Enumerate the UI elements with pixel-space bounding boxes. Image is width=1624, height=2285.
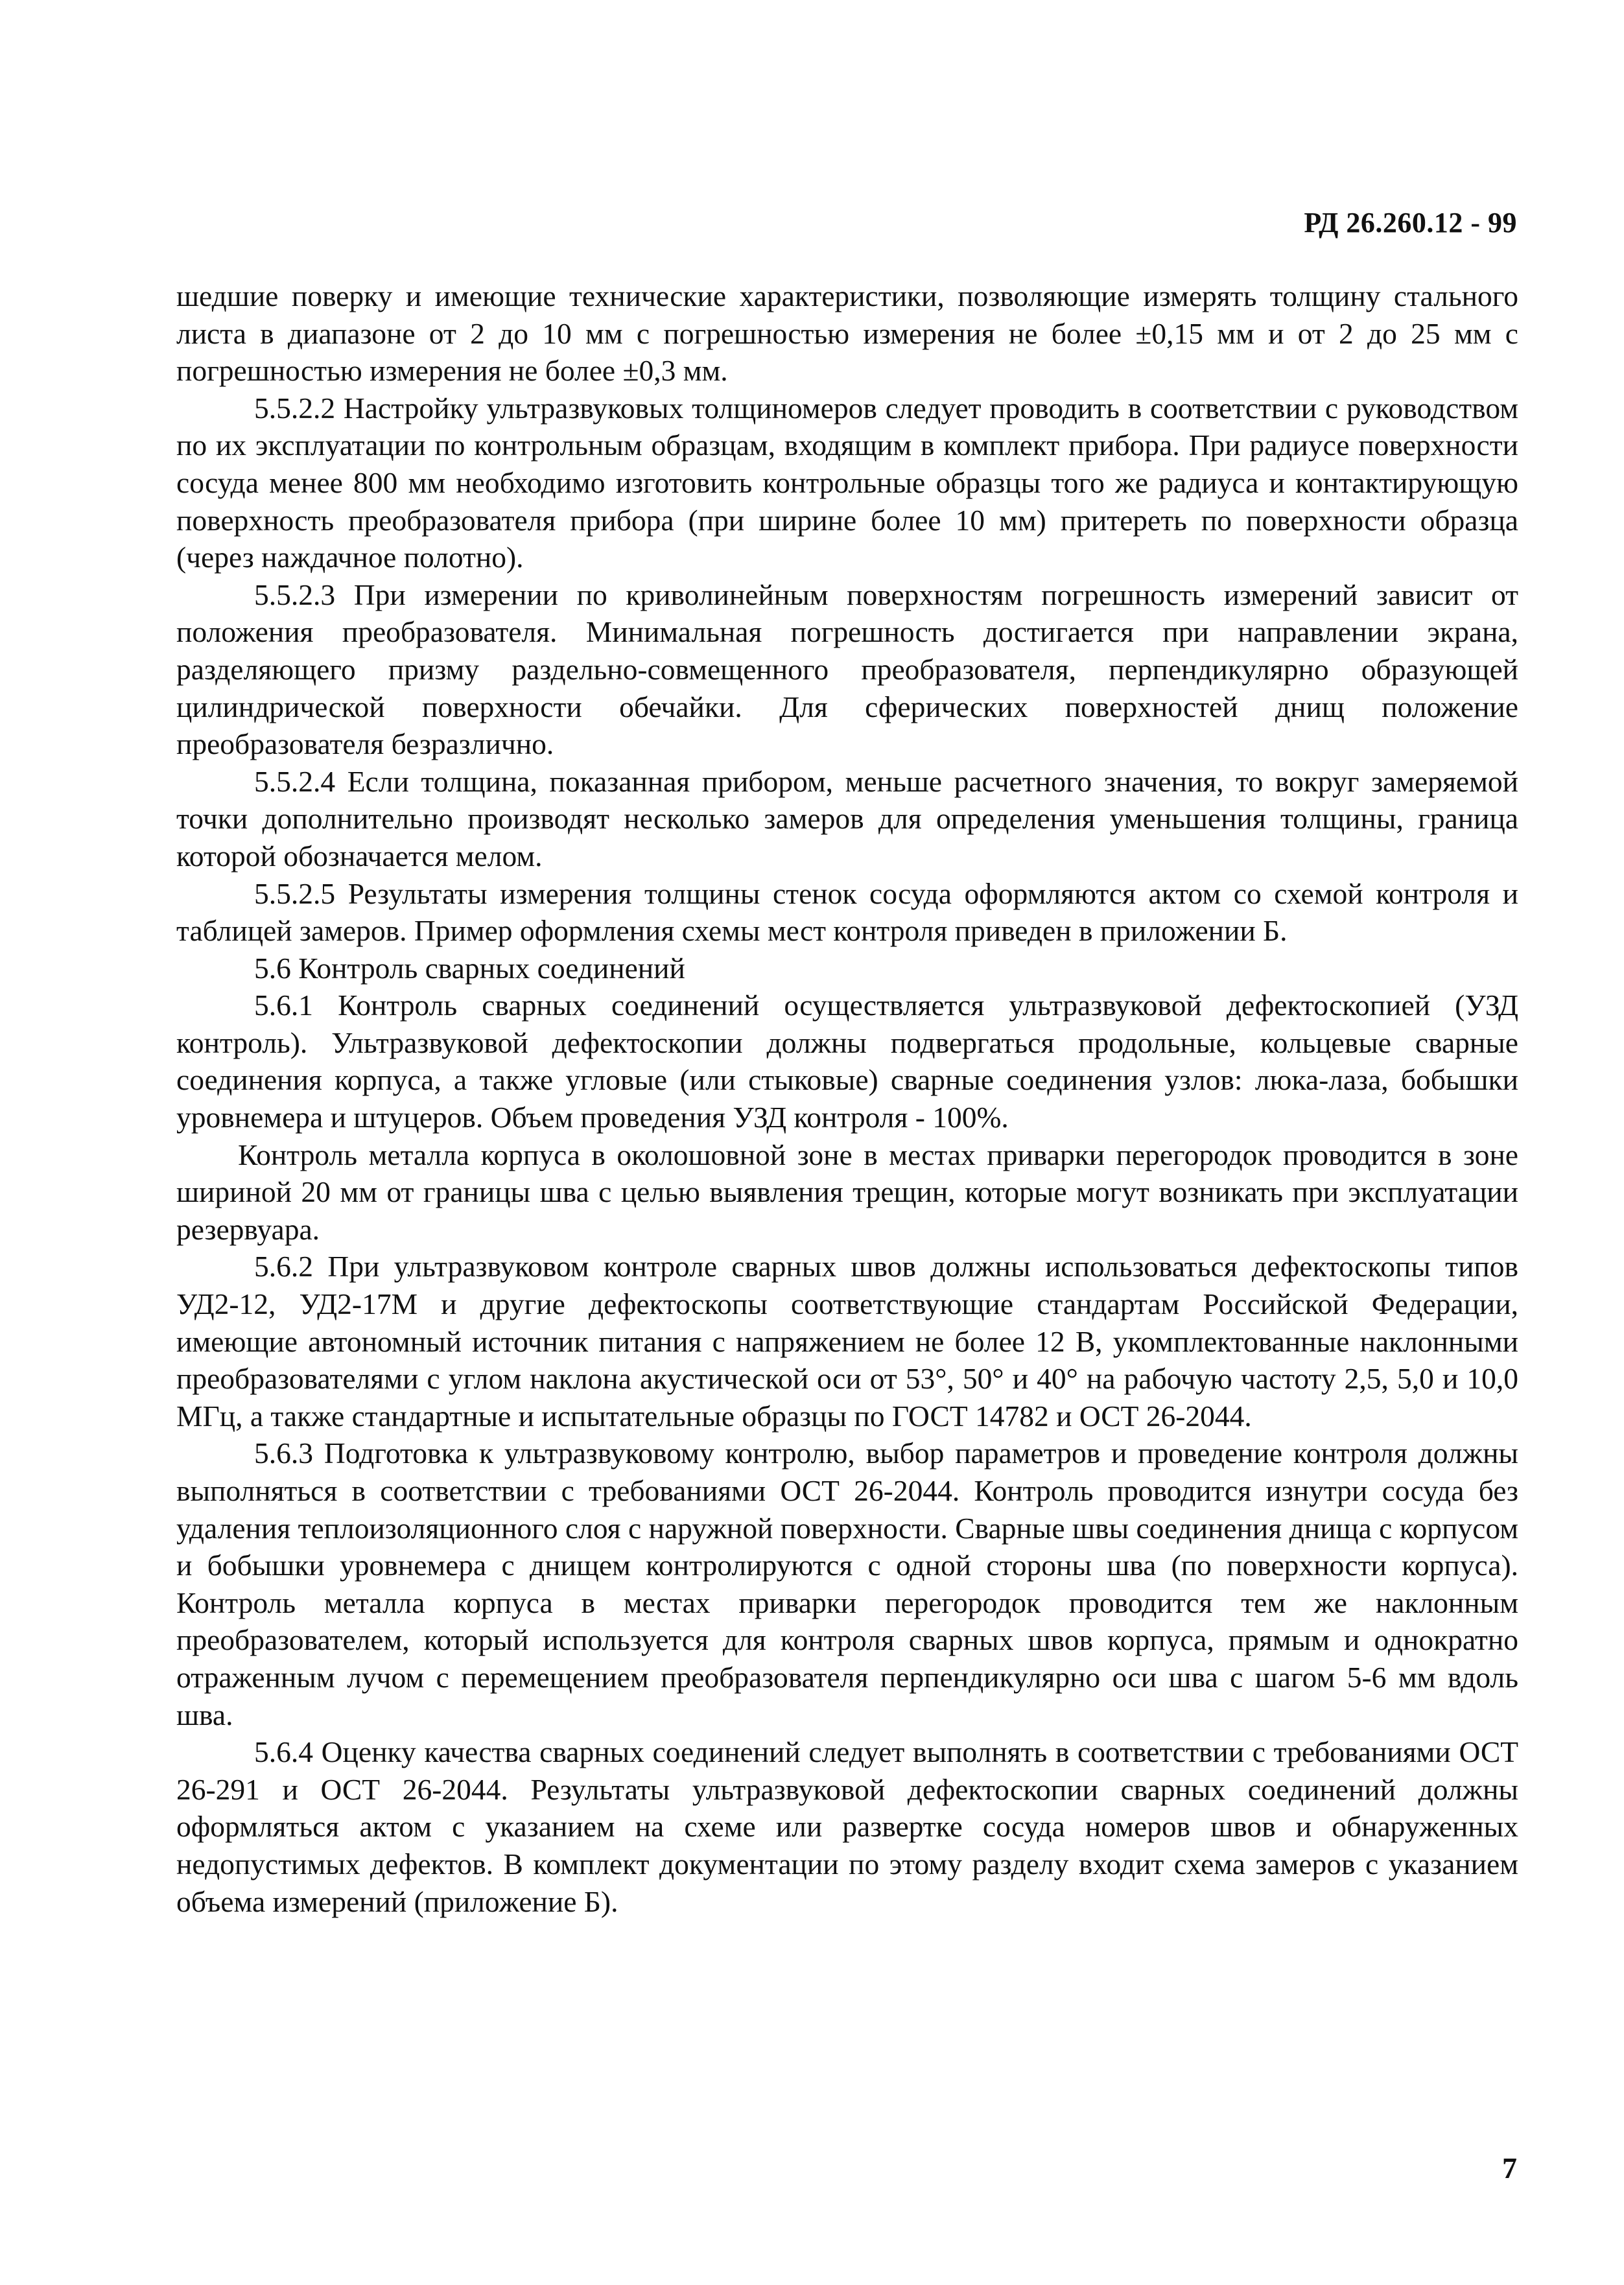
paragraph-5-6-3: 5.6.3 Подготовка к ультразвуковому контролю, выбор параметров и проведение контроля должны выполняться в соответствии с требованиями ОСТ 26-2044. Контроль проводится изнутри сосуда без удаления теплоизоляционного слоя с наружной поверхности. Сварные швы соединения днища с корпусом и бобышки уровнемера с днищем контролируются с одной стороны шва (по поверхности корпуса). Контроль металла корпуса в местах приварки перегородок проводится тем же наклонным преобразователем, который используется для контроля сварных швов корпуса, прямым и однократно отраженным лучом с перемещением преобразователя перпендикулярно оси шва с шагом 5-6 мм вдоль шва. (176, 1436, 1518, 1731)
paragraph-5-6-1: 5.6.1 Контроль сварных соединений осуществляется ультразвуковой дефектоскопией (УЗД контроль). Ультразвуковой дефектоскопии должны подвергаться продольные, кольцевые сварные соединения корпуса, а также угловые (или стыковые) сварные соединения узлов: люка-лаза, бобышки уровнемера и штуцеров. Объем проведения УЗД контроля - 100%. (176, 989, 1518, 1134)
document-code: РД 26.260.12 - 99 (1304, 207, 1517, 239)
body-text (176, 277, 1518, 1920)
page-number: 7 (1502, 2151, 1517, 2185)
paragraph-5-6-2: 5.6.2 При ультразвуковом контроле сварных швов должны использоваться дефектоскопы типов УД2-12, УД2-17М и другие дефектоскопы соответствующие стандартам Российской Федерации, имеющие автономный источник питания с напряжением не более 12 В, укомплектованные наклонными преобразователями с углом наклона акустической оси от 53°, 50° и 40° на рабочую частоту 2,5, 5,0 и 10,0 МГц, а также стандартные и испытательные образцы по ГОСТ 14782 и ОСТ 26-2044. (176, 1250, 1518, 1433)
section-heading-5-6: 5.6 Контроль сварных соединений (254, 951, 685, 985)
paragraph-5-5-2-2: 5.5.2.2 Настройку ультразвуковых толщиномеров следует проводить в соответствии с руководством по их эксплуатации по контрольным образцам, входящим в комплект прибора. При радиусе поверхности сосуда менее 800 мм необходимо изготовить контрольные образцы того же радиуса и контактирующую поверхность преобразователя прибора (при ширине более 10 мм) притереть по поверхности образца (через наждачное полотно). (176, 391, 1518, 574)
paragraph-5-5-2-4: 5.5.2.4 Если толщина, показанная прибором, меньше расчетного значения, то вокруг замеряемой точки дополнительно производят несколько замеров для определения уменьшения толщины, граница которой обозначается мелом. (176, 764, 1518, 873)
paragraph-5-5-2-3: 5.5.2.3 При измерении по криволинейным поверхностям погрешность измерений зависит от положения преобразователя. Минимальная погрешность достигается при направлении экрана, разделяющего призму раздельно-совмещенного преобразователя, перпендикулярно образующей цилиндрической поверхности обечайки. Для сферических поверхностей днищ положение преобразователя безразлично. (176, 578, 1518, 761)
paragraph-weld-zone: Контроль металла корпуса в околошовной зоне в местах приварки перегородок проводится в зоне шириной 20 мм от границы шва с целью выявления трещин, которые могут возникать при эксплуатации резервуара. (176, 1138, 1518, 1246)
paragraph-continuation: шедшие поверку и имеющие технические характеристики, позволяющие измерять толщину стального листа в диапазоне от 2 до 10 мм с погрешностью измерения не более ±0,15 мм и от 2 до 25 мм с погрешностью измерения не более ±0,3 мм. (176, 279, 1518, 388)
paragraph-5-6-4: 5.6.4 Оценку качества сварных соединений следует выполнять в соответствии с требованиями ОСТ 26-291 и ОСТ 26-2044. Результаты ультразвуковой дефектоскопии сварных соединений должны оформляться актом с указанием на схеме или развертке сосуда номеров швов и обнаруженных недопустимых дефектов. В комплект документации по этому разделу входит схема замеров с указанием объема измерений (приложение Б). (176, 1735, 1518, 1918)
paragraph-5-5-2-5: 5.5.2.5 Результаты измерения толщины стенок сосуда оформляются актом со схемой контроля и таблицей замеров. Пример оформления схемы мест контроля приведен в приложении Б. (176, 876, 1518, 948)
